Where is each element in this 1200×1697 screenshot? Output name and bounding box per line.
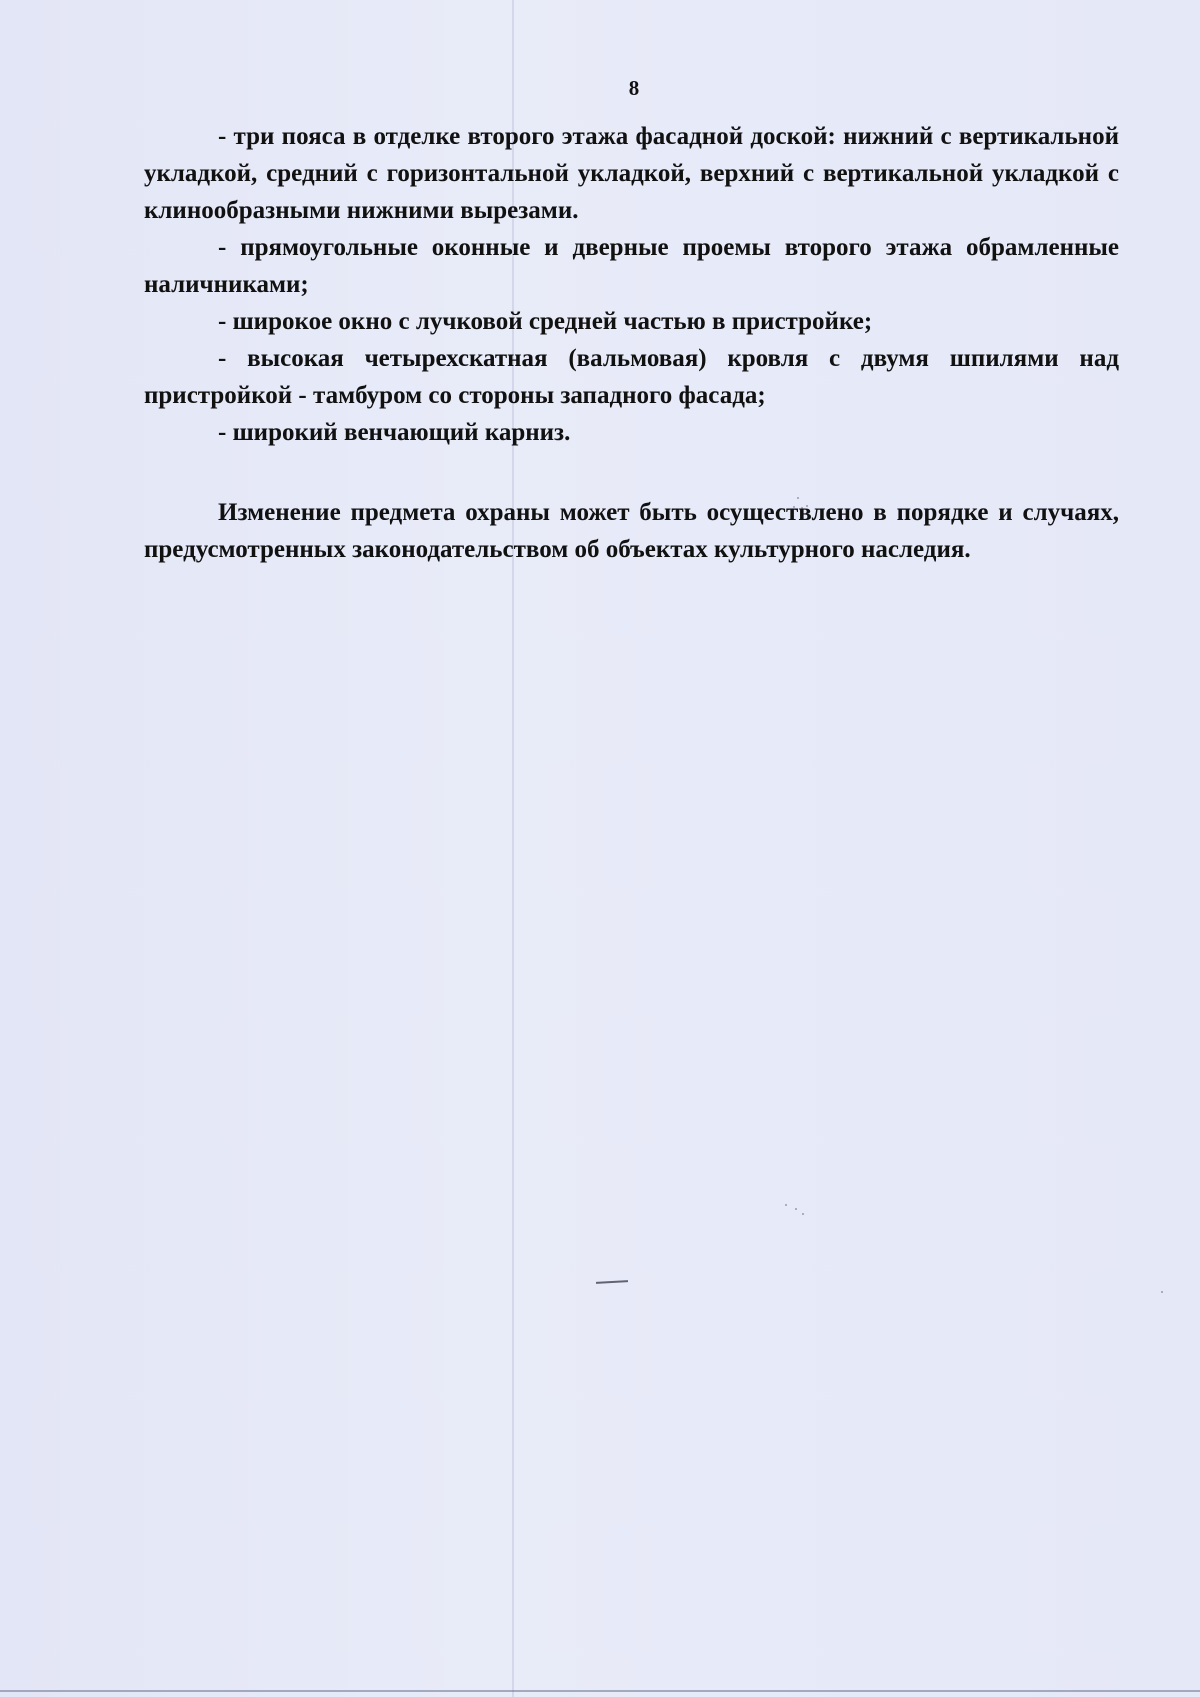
scan-speck (785, 1204, 787, 1206)
document-body (144, 118, 1119, 568)
closing-paragraph: Изменение предмета охраны может быть осуществлено в порядке и случаях, предусмотренных законодательством об объектах культурного наследия. (144, 499, 1119, 563)
scan-speck (802, 1213, 804, 1215)
scan-speck (795, 1208, 797, 1210)
list-item-cornice: - широкий венчающий карниз. (218, 419, 571, 446)
list-item-openings: - прямоугольные оконные и дверные проемы второго этажа обрамленные наличниками; (144, 234, 1119, 298)
scan-mark (596, 1280, 628, 1284)
list-item-roof: - высокая четырехскатная (вальмовая) кровля с двумя шпилями над пристройкой - тамбуром со стороны западного фасада; (144, 345, 1119, 409)
scan-speck (801, 507, 803, 509)
list-item-belts: - три пояса в отделке второго этажа фасадной доской: нижний с вертикальной укладкой, средний с горизонтальной укладкой, верхний с вертикальной укладкой с клинообразными нижними вырезами. (144, 123, 1119, 224)
scan-speck (797, 497, 799, 499)
scan-speck (1161, 1291, 1163, 1293)
scan-bottom-edge (0, 1690, 1200, 1692)
page-number: 8 (628, 76, 640, 100)
scan-speck (806, 505, 808, 507)
paragraph-gap (144, 451, 1119, 494)
list-item-window: - широкое окно с лучковой средней частью в пристройке; (218, 308, 873, 335)
scan-speck (793, 506, 795, 508)
